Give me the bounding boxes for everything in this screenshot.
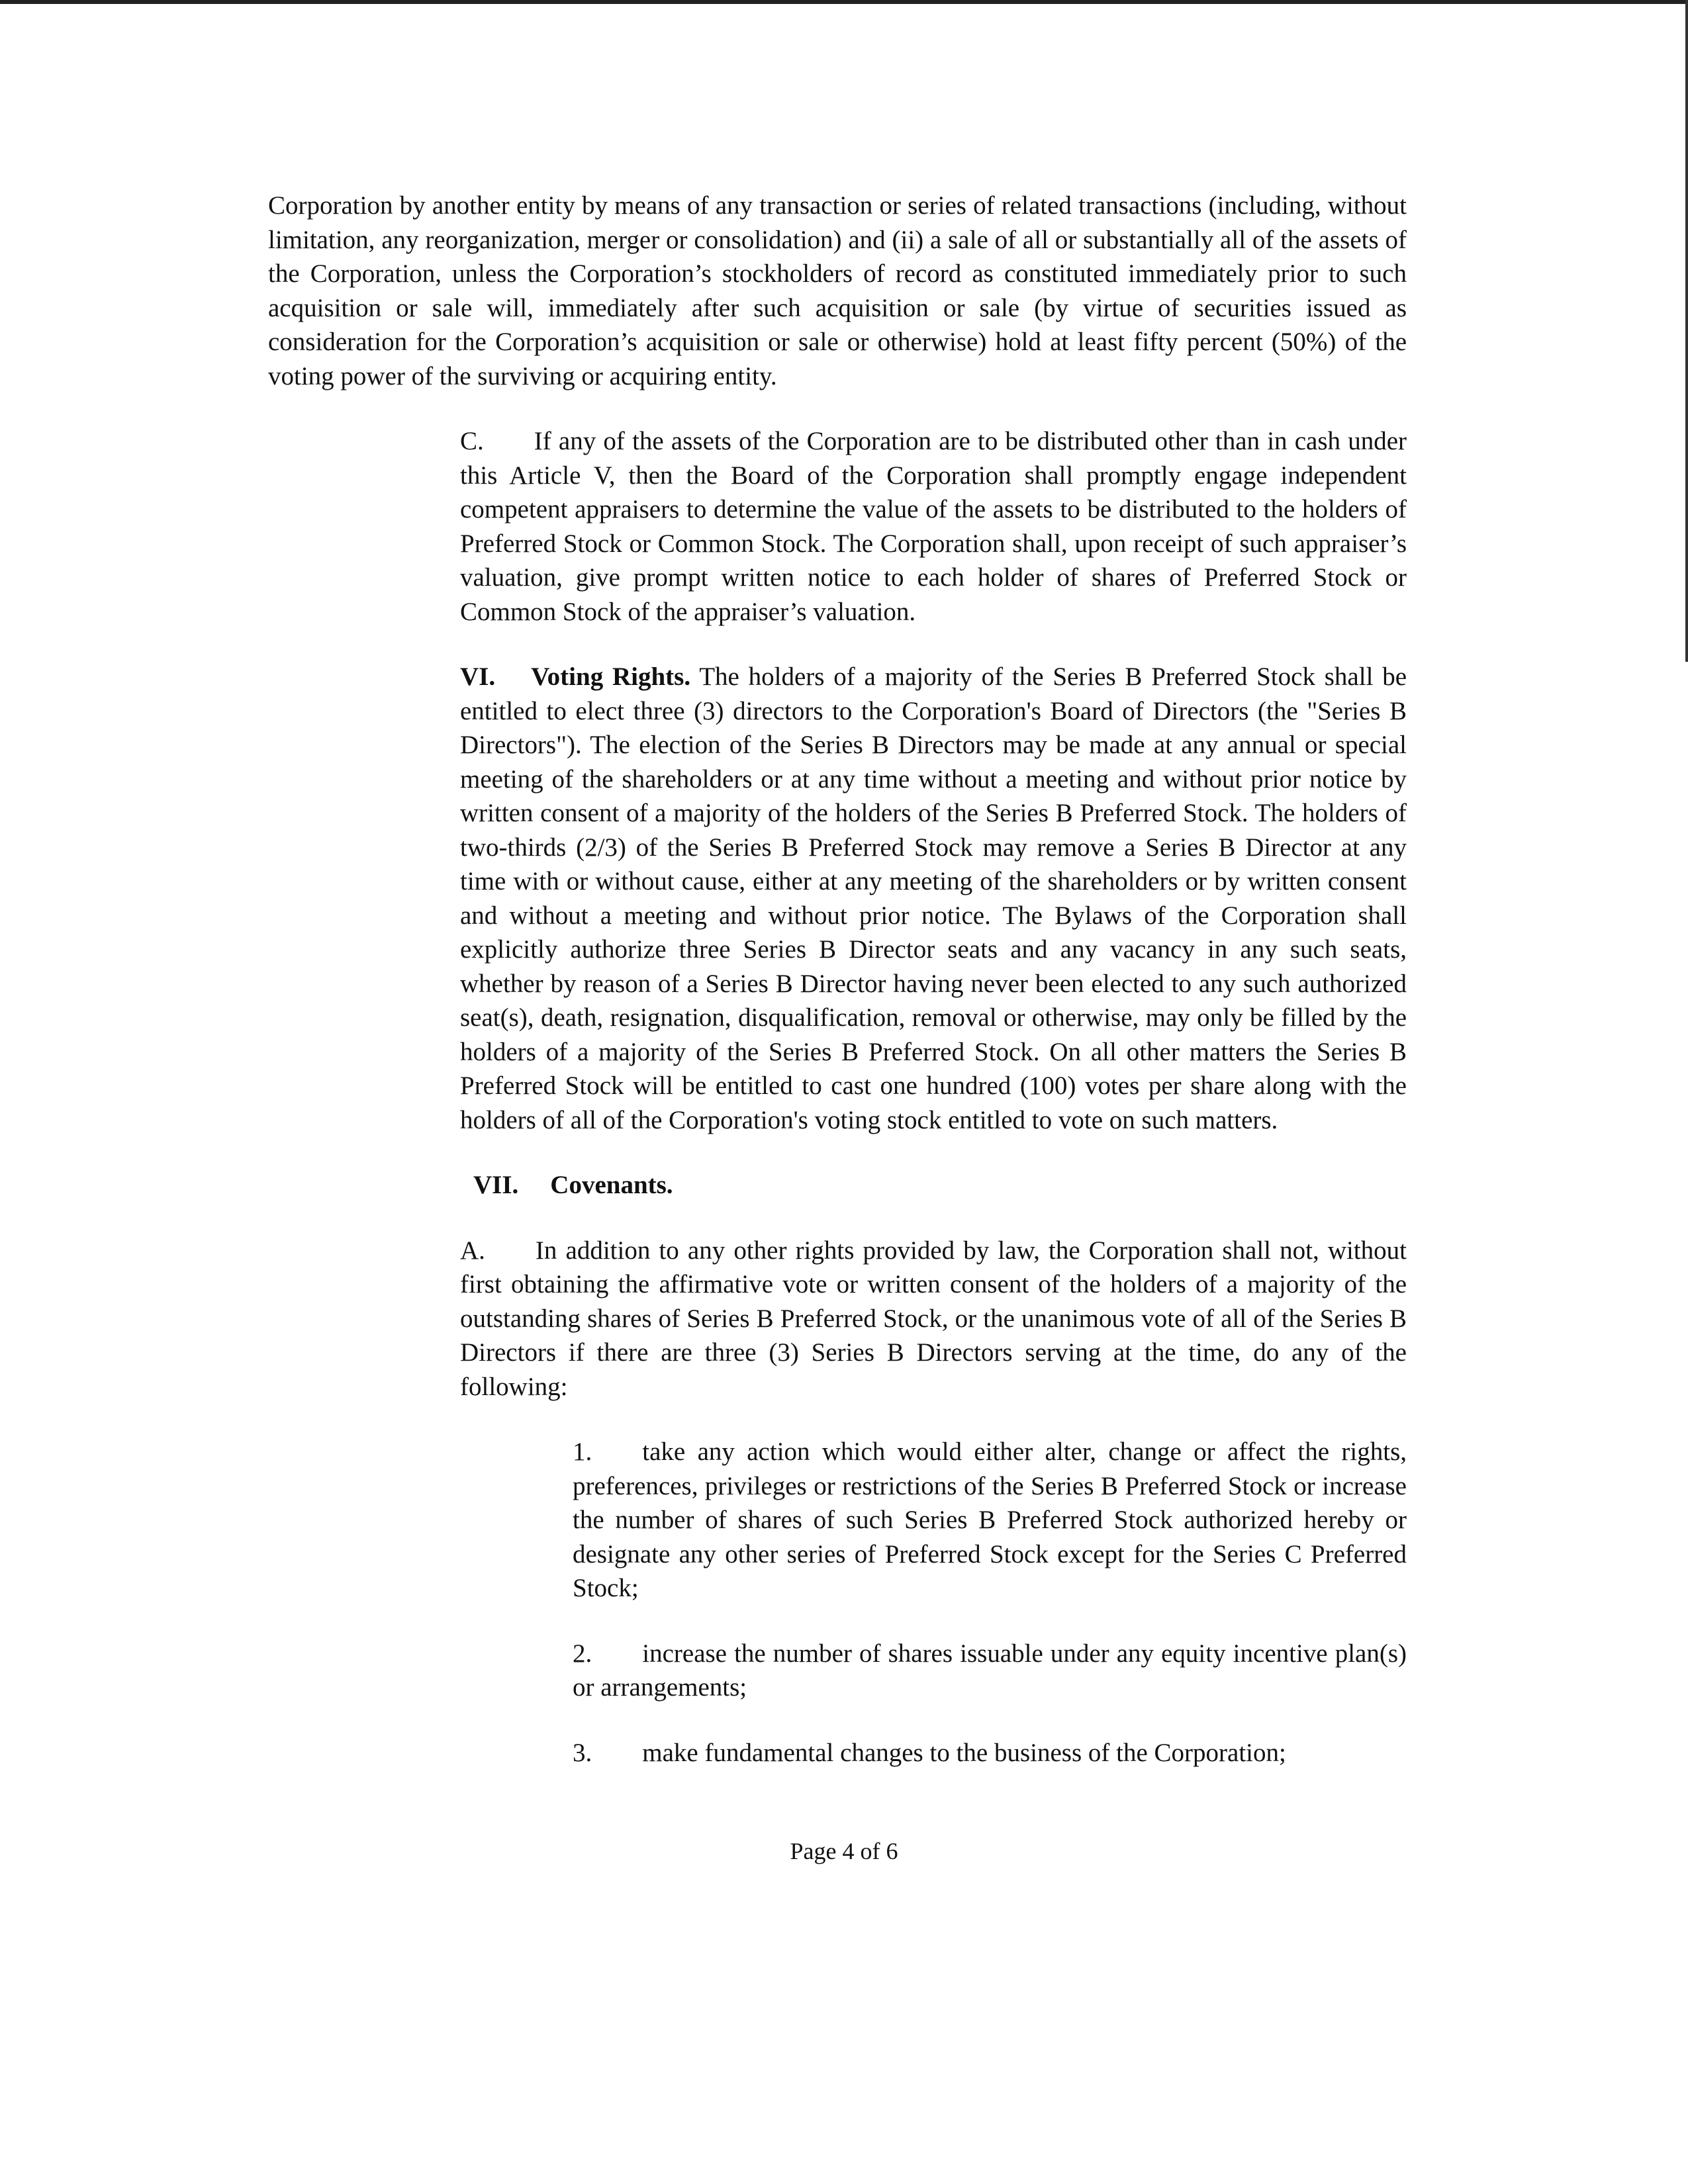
section-vii-heading: Covenants. [550,1171,673,1199]
item-1-label: 1. [573,1437,592,1466]
item-3-label: 3. [573,1738,592,1767]
scan-border-right [1685,0,1688,662]
heading-section-vii [268,1168,1407,1203]
item-2-text: increase the number of shares issuable under any equity incentive plan(s) or arrangements; [573,1639,1407,1702]
page-number-footer: Page 4 of 6 [790,1838,898,1864]
section-vi-text: The holders of a majority of the Series B Preferred Stock shall be entitled to elect three (3) directors to the Corporation's Board of Directors (the "Series B Directors"). The election of the Series B Directors may be made at any annual or special meeting of the shareholders or at any time without a meeting and without prior notice by written consent of a majority of the holders of the Series B Preferred Stock. The holders of two-thirds (2/3) of the Series B Preferred Stock may remove a Series B Director at any time with or without cause, either at any meeting of the shareholders or by written consent and without a meeting and without prior notice. The Bylaws of the Corporation shall explicitly authorize three Series B Director seats and any vacancy in any such seats, whether by reason of a Series B Director having never been elected to any such authorized seat(s), death, resignation, disqualification, removal or otherwise, may only be filled by the holders of a majority of the Series B Preferred Stock. On all other matters the Series B Preferred Stock will be entitled to cast one hundred (100) votes per share along with the holders of all of the Corporation's voting stock entitled to vote on such matters. [460,662,1407,1134]
section-vii-a-text: In addition to any other rights provided by law, the Corporation shall not, without first obtaining the affirmative vote or written consent of the holders of a majority of the outstanding shares of Series B Preferred Stock, or the unanimous vote of all of the Series B Directors if there are three (3) Series B Directors serving at the time, do any of the following: [460,1236,1407,1401]
paragraph-section-c [268,424,1407,629]
list-item [268,1637,1407,1705]
item-3-text: make fundamental changes to the business of the Corporation; [642,1738,1286,1767]
section-vi-heading: Voting Rights. [531,662,691,691]
item-1-text: take any action which would either alter, change or affect the rights, preferences, privileges or restrictions of the Series B Preferred Stock or increase the number of shares of such Series B Preferred Stock authorized hereby or designate any other series of Preferred Stock except for the Series C Preferred Stock; [573,1437,1407,1602]
section-vii-a-label: A. [460,1236,485,1265]
section-c-text: If any of the assets of the Corporation are to be distributed other than in cash under this Article V, then the Board of the Corporation shall promptly engage independent competent appraisers to determine the value of the assets to be distributed to the holders of Preferred Stock or Common Stock. The Corporation shall, upon receipt of such appraiser’s valuation, give prompt written notice to each holder of shares of Preferred Stock or Common Stock of the appraiser’s valuation. [460,427,1407,626]
paragraph-intro: Corporation by another entity by means of any transaction or series of related transactions (including, without limitation, any reorganization, merger or consolidation) and (ii) a sale of all or substantially all of the assets of the Corporation, unless the Corporation’s stockholders of record as constituted immediately prior to such acquisition or sale will, immediately after such acquisition or sale (by virtue of securities issued as consideration for the Corporation’s acquisition or sale or otherwise) hold at least fifty percent (50%) of the voting power of the surviving or acquiring entity. [268,191,1407,390]
document-page [268,189,1407,1801]
paragraph-section-vi [268,660,1407,1137]
list-item [268,1736,1407,1770]
section-vii-number: VII. [473,1171,519,1199]
scan-border-top [0,0,1688,4]
list-item [268,1435,1407,1606]
section-vi-number: VI. [460,662,496,691]
item-2-label: 2. [573,1639,592,1668]
paragraph-section-vii-a [268,1234,1407,1404]
section-c-label: C. [460,427,484,455]
